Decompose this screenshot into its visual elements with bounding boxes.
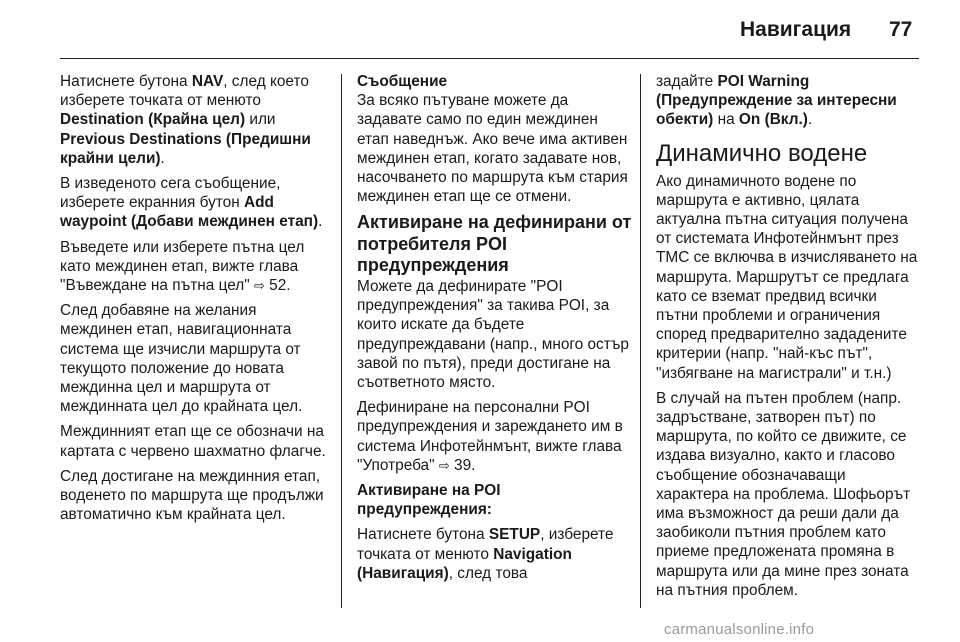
text: . [318,213,323,231]
setup-button-label: SETUP [488,526,541,544]
text: Въведете или изберете пътна цел като междинен етап, вижте глава "Въвеждане на пътна цел" [60,238,305,295]
menu-item-destination: Destination (Крайна цел) [60,111,246,129]
text: , след което изберете точката от менюто [60,73,309,110]
text: или [245,111,276,129]
watermark: carmanualsonline.info [664,621,815,638]
arrow-right-icon: ⇨ [254,278,265,294]
column-3 [656,72,920,606]
paragraph [656,72,920,130]
text: задайте [656,73,718,90]
menu-item-previous-destinations: Previous Destinations (Предишни крайни цели) [60,130,311,167]
paragraph: След добавяне на желания междинен етап, навигационната система ще изчисли маршрута от текущото положение до новата междинна цел и маршрута от междинната цел до крайната цел. [60,302,303,416]
text: Натиснете бутона [357,526,489,544]
text: В изведеното сега съобщение, изберете екранния бутон [60,175,281,212]
header-rule [60,58,919,59]
sub-heading: Активиране на POI предупреждения: [357,481,501,519]
arrow-right-icon: ⇨ [438,457,450,473]
column-2 [357,72,632,589]
paragraph: Ако динамичното водене по маршрута е активно, цялата актуална пътна ситуация получена от системата Инфотейнмънт през TMC се включва в изчисляването на маршрута. Маршрутът се предлага като се вземат предвид всички пътни проблеми и ограничения според предварително зададените критерии (напр. "най-къс път", "избягване на магистрали" и т.н.) [656,172,918,382]
message-title: Съобщение [357,73,448,90]
text: , след това [448,564,528,582]
paragraph [60,72,332,168]
paragraph [60,174,332,232]
paragraph: Междинният етап ще се обозначи на картата с червено шахматно флагче. [60,423,326,460]
page-reference: 39. [449,456,476,474]
text: . [160,149,165,167]
text: Дефиниране на персонални POI предупреждения и зареждането им в система Инфотейнмънт, вижте глава "Употреба" [357,399,623,474]
text: Натиснете бутона [60,73,192,90]
poi-warning-setting-label: POI Warning (Предупреждение за интересни обекти) [656,73,897,129]
message-body: За всяко пътуване можете да задавате само по един междинен етап наведнъж. Ако вече има активен междинен етап, когато задавате нов, насочването по маршрута към стария междинен етап ще се отмени. [357,92,628,206]
section-heading: Динамично водене [656,139,868,167]
column-divider-2 [640,74,641,608]
page-reference: 52. [264,277,291,295]
add-waypoint-button-label: Add waypoint (Добави междинен етап) [60,194,319,231]
menu-item-navigation: Navigation (Навигация) [357,545,572,582]
paragraph: Можете да дефинирате "POI предупреждения" за такива POI, за които искате да бъдете предупреждавани (напр., много остър завой по пътя), преди достигане на съответното място. [357,277,629,391]
page-title: Навигация [740,18,852,41]
paragraph: След достигане на междинния етап, воденето по маршрута ще продължи автоматично към крайната цел. [60,467,324,524]
column-divider-1 [341,74,342,608]
paragraph [357,398,632,475]
paragraph: В случай на пътен проблем (напр. задръстване, затворен път) по маршрута, по който се движите, се издава визуално, както и гласово съобщение обозначаващи характера на проблема. Шофьорът има възможност да реши дали да заобиколи пътния проблем като приеме предложената промяна в маршрута или да мине през зоната на пътния проблем. [656,389,911,599]
text: , изберете точката от менюто [357,526,614,563]
section-heading: Активиране на дефинирани от потребителя POI предупреждения [357,212,632,276]
column-1 [60,72,332,530]
paragraph [60,238,332,296]
text: на [713,111,739,129]
page-number: 77 [889,18,913,41]
nav-button-label: NAV [191,73,224,90]
text: . [807,111,813,129]
paragraph [357,525,632,583]
on-option-label: On (Вкл.) [738,111,808,129]
